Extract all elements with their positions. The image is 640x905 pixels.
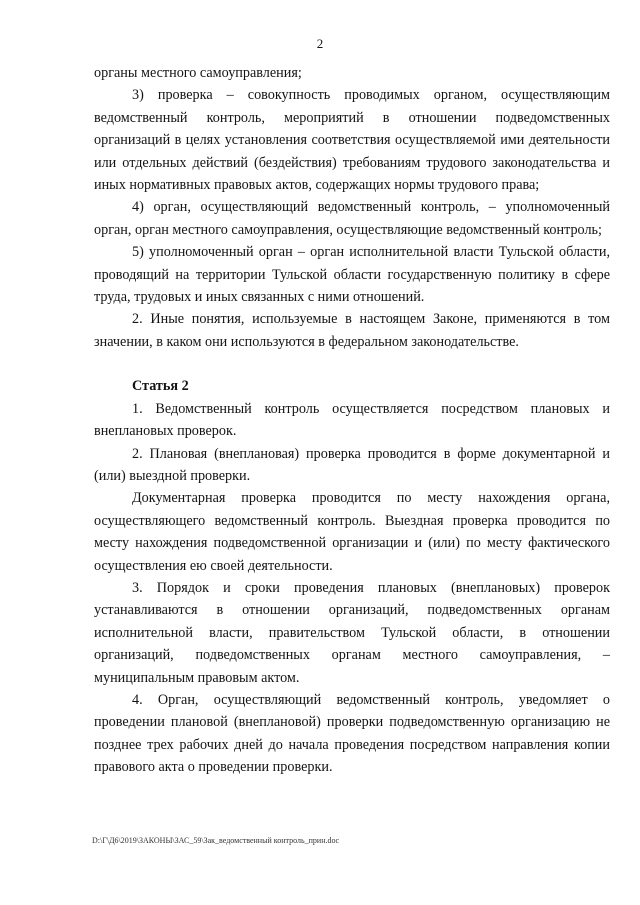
page-number: 2 <box>316 36 324 51</box>
paragraph: 3) проверка – совокупность проводимых органом, осуществляющим ведомственный контроль, мероприятий в отношении подведомственных организаций в целях установления соответствия осуществляемой ими деятельности или отдельных действий (бездействия) требованиям трудового законодательства и иных нормативных правовых актов, содержащих нормы трудового права; <box>94 87 610 194</box>
article-2-section <box>94 398 610 779</box>
document-body <box>94 62 610 779</box>
definitions-section <box>94 62 610 353</box>
paragraph: 3. Порядок и сроки проведения плановых (внеплановых) проверок устанавливаются в отношении организаций, подведомственных органам исполнительной власти, правительством Тульской области, в отношении организаций, подведомственных органам местного самоуправления, – муниципальным правовым актом. <box>94 579 610 686</box>
paragraph: органы местного самоуправления; <box>94 65 302 81</box>
paragraph: Документарная проверка проводится по месту нахождения органа, осуществляющего ведомственный контроль. Выездная проверка проводится по месту нахождения подведомственной организации и (или) по месту фактического осуществления ею своей деятельности. <box>94 490 610 574</box>
paragraph: 2. Иные понятия, используемые в настоящем Законе, применяются в том значении, в каком они используются в федеральном законодательстве. <box>94 311 610 350</box>
footer-file-path: D:\Г\Д6\2019\ЗАКОНЫ\ЗАС_59\Зак_ведомственный контроль_прин.doc <box>92 836 340 845</box>
paragraph: 1. Ведомственный контроль осуществляется посредством плановых и внеплановых проверок. <box>94 400 610 440</box>
paragraph: 4) орган, осуществляющий ведомственный контроль, – уполномоченный орган, орган местного самоуправления, осуществляющие ведомственный контроль; <box>94 199 610 238</box>
paragraph: 2. Плановая (внеплановая) проверка проводится в форме документарной и (или) выездной проверки. <box>94 445 610 484</box>
paragraph: 4. Орган, осуществляющий ведомственный контроль, уведомляет о проведении плановой (внеплановой) проверки подведомственную организацию не позднее трех рабочих дней до начала проведения посредством направления копии правового акта о проведении проверки. <box>94 691 610 776</box>
article-heading: Статья 2 <box>132 378 189 395</box>
paragraph: 5) уполномоченный орган – орган исполнительной власти Тульской области, проводящий на территории Тульской области государственную политику в сфере труда, трудовых и иных связанных с ними отношений. <box>94 244 610 306</box>
